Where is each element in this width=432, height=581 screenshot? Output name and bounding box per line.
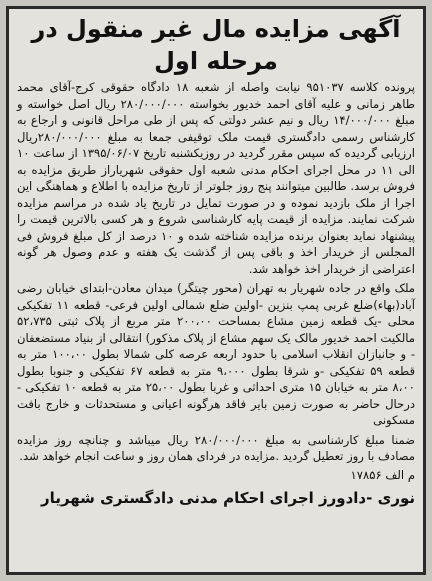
notice-signature: نوری -دادورز اجرای احکام مدنی دادگستری شهریار <box>41 488 415 507</box>
notice-paragraph-case: پرونده کلاسه ۹۵۱۰۳۷ نیابت واصله از شعبه ۱۸ دادگاه حقوقی کرج-آقای محمد طاهر زمانی و علیه آقای احمد خدیور بخواسته ۲۸۰/۰۰۰/۰۰۰ ریال اصل خواسته و مبلغ ۱۴/۰۰۰/۰۰۰ ریال و نیم عشر دولتی که پس از طی مراحل قانونی و ارجاع به کارشناس رسمی دادگستری قیمت ملک توقیفی جمعا به مبلغ ۲۸۰/۰۰۰/۰۰۰ریال ارزیابی گردیده که سپس مقرر گردید در روزیکشنبه تاریخ ۱۳۹۵/۰۶/۰۷ از ساعت ۱۰ الی ۱۱ در محل اجرای احکام مدنی شعبه اول حقوقی شهریاراز طریق مزایده به فروش برسد. طالبین میتوانند پنج روز جلوتر از تاریخ مزایده با اطلاع و هماهنگی این اجرا از ملک بازدید نموده و در صورت تمایل در تاریخ یاد شده در مراسم مزایده شرکت نمایند. مزایده از قیمت پایه کارشناسی شروع و هر کسی بالاترین قیمت را پیشنهاد نماید بعنوان برنده مزایده شناخته شده و ۱۰ درصد از کل مبلغ فروش فی المجلس از خریدار اخذ و باقی پس از گذشت یک هفته و عدم وصول هر گونه اعتراضی از خریدار اخذ خواهد شد. <box>17 80 416 276</box>
notice-reference: م الف ۱۷۸۵۶ <box>350 467 415 482</box>
auction-notice-clipping <box>6 6 426 575</box>
notice-paragraph-property: ملک واقع در جاده شهریار به تهران (محور چیتگر) میدان معادن-ابتدای خیابان رضی آباد(بهاء)ضلع غربی پمپ بنزین -اولین ضلع شمالی اولین فرعی- قطعه ۱۱ تفکیکی محلی -یک قطعه زمین مشاع بمساحت ۲۰۰،۰۰ متر مربع از پلاک ثبتی ۵۲،۷۳۵ مالکیت احمد خدیور مالک یک سهم مشاع از پلاک مذکور) انتقالی از بنیاد مستضعفان - و جانبازان انقلاب اسلامی با حدود اربعه عرصه کلی شمالا بطول ۱۰۰،۰۰ متر به قطعه ۵۹ تفکیکی -و شرقا بطول ۹،۰۰۰ متر به قطعه ۶۷ تفکیکی و جنوبا بطول ۸،۰۰ متر به خیابان ۱۵ متری احداثی و غربا بطول ۲۵،۰۰ متر به قطعه ۱۰ تفکیکی - درحال حاضر به صورت زمین بایر فاقد هرگونه اعیانی و مستحدثات و خارج بافت مسکونی <box>17 281 416 427</box>
notice-paragraph-price: ضمنا مبلغ کارشناسی به مبلغ ۲۸۰/۰۰۰/۰۰۰ ریال میباشد و چنانچه روز مزایده مصادف با روز تعطیل گردید .مزایده در فردای همان روز و ساعت انجام خواهد شد. <box>17 432 415 463</box>
notice-title: آگهی مزایده مال غیر منقول در مرحله اول <box>31 15 401 75</box>
